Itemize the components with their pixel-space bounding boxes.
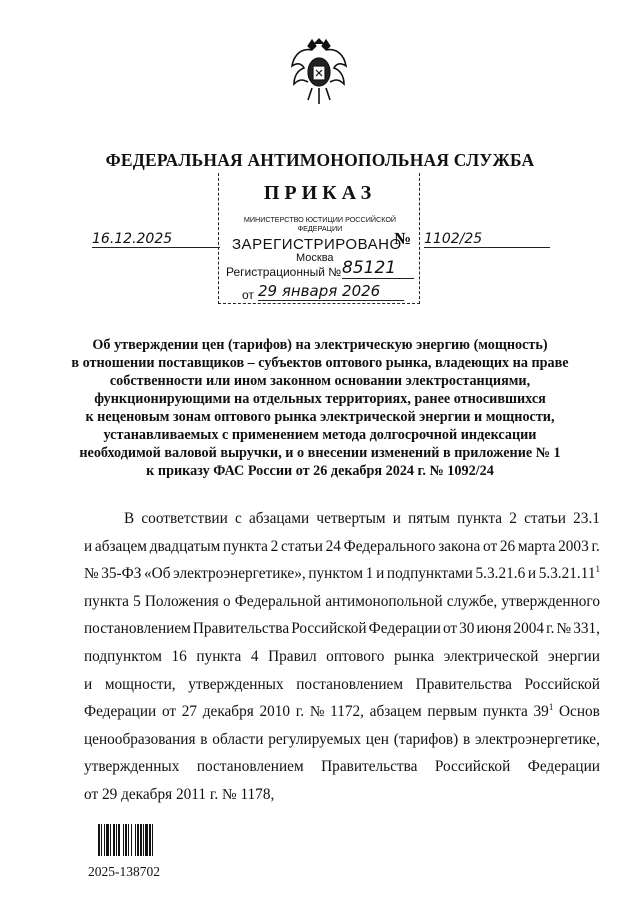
body-word: пункта — [196, 647, 242, 665]
body-word: оптового — [326, 647, 385, 665]
body-word: и — [84, 675, 93, 693]
body-line — [84, 671, 600, 699]
body-word: рынка — [394, 647, 435, 665]
heading-line: Об утверждении цен (тарифов) на электрическую энергию (мощность) — [92, 337, 548, 353]
body-word: абзацами — [248, 510, 310, 527]
order-number-sign: № — [394, 229, 412, 248]
body-word: 27 — [181, 703, 198, 721]
body-word: пунктом — [308, 565, 364, 583]
barcode-bar — [145, 824, 148, 856]
body-word: утвержденных — [84, 758, 180, 776]
body-word: 1 — [365, 565, 374, 583]
body-word: г. — [591, 537, 600, 555]
body-line — [84, 505, 600, 533]
body-word: антимонопольной — [325, 592, 443, 610]
stamp-reg-number-label: Регистрационный № — [226, 265, 342, 279]
order-number: 1102/25 — [424, 231, 550, 248]
stamp-date: 29 января 2026 — [258, 282, 404, 301]
document-type: ПРИКАЗ — [263, 182, 377, 204]
heading-line: в отношении поставщиков – субъектов оптового рынка, владеющих на праве — [71, 355, 569, 371]
body-word: и — [84, 537, 93, 555]
barcode-bar — [131, 824, 132, 856]
body-word: 29 — [101, 785, 118, 803]
body-word: пункта — [482, 703, 528, 721]
barcode-bar — [118, 824, 120, 856]
body-word: Российской — [291, 620, 367, 638]
body-word: Правил — [268, 647, 317, 665]
body-word: от — [161, 703, 177, 721]
body-word: 2 — [509, 510, 517, 527]
body-word: и — [392, 510, 401, 527]
body-word: Федерального — [343, 537, 436, 555]
body-word: ценообразования — [84, 730, 196, 748]
barcode-bar — [152, 824, 153, 856]
coat-of-arms-icon — [288, 38, 350, 110]
body-word: четвертым — [316, 510, 386, 527]
body-word: 35-ФЗ — [101, 565, 142, 583]
body-word: декабря — [121, 785, 173, 803]
barcode-bar — [149, 824, 151, 856]
agency-title: ФЕДЕРАЛЬНАЯ АНТИМОНОПОЛЬНАЯ СЛУЖБА — [105, 150, 535, 170]
body-line — [84, 560, 600, 588]
body-word: пункта — [457, 510, 503, 527]
body-word: Российской — [524, 675, 600, 693]
body-word: утвержденных — [188, 675, 284, 693]
body-word: области — [212, 730, 264, 748]
body-word: электрической — [443, 647, 539, 665]
body-word: 2004 — [513, 620, 545, 638]
body-word: Правительства — [192, 620, 290, 638]
body-line — [84, 753, 600, 781]
barcode-icon — [98, 824, 164, 856]
body-word: 2003 — [558, 537, 589, 555]
body-word: г. — [295, 703, 305, 721]
stamp-reg-number: 85121 — [342, 258, 414, 279]
barcode-bar — [98, 824, 100, 856]
body-word: № — [309, 703, 325, 721]
body-word: Правительства — [321, 758, 418, 776]
body-word: 26 — [499, 537, 516, 555]
body-word: № — [84, 565, 99, 583]
body-word: от — [442, 620, 458, 638]
body-word: постановлением — [196, 758, 304, 776]
stamp-ministry: МИНИСТЕРСТВО ЮСТИЦИИ РОССИЙСКОЙ ФЕДЕРАЦИИ — [243, 215, 397, 233]
body-word: № — [222, 785, 237, 803]
barcode-bar — [101, 824, 102, 856]
body-word: «Об — [144, 565, 171, 583]
heading-line: к неценовым зонам оптового рынка электрической энергии и мощности, — [85, 409, 555, 425]
document-code: 2025-138702 — [88, 864, 160, 879]
heading-line: собственности или ином законном основании электростанциями, — [109, 373, 531, 389]
body-word: двадцатым — [149, 537, 221, 555]
body-word: Основ — [559, 703, 600, 721]
body-word: утвержденного — [501, 592, 600, 610]
body-line — [84, 643, 600, 671]
body-word: пятым — [408, 510, 450, 527]
heading-line: к приказу ФАС России от 26 декабря 2024 г. № 1092/24 — [146, 463, 494, 479]
body-word: от — [84, 785, 99, 803]
body-word: г. — [546, 620, 555, 638]
body-word: о — [222, 592, 231, 610]
body-word: Федеральной — [234, 592, 322, 610]
footnote-mark: 1 — [595, 564, 600, 575]
barcode-bar — [113, 824, 115, 856]
body-word: (тарифов) — [393, 730, 459, 748]
body-line — [84, 533, 600, 561]
body-word: постановлением — [84, 620, 191, 638]
body-word: Положения — [144, 592, 219, 610]
body-word: статьи — [281, 537, 323, 555]
body-word: статьи — [524, 510, 566, 527]
heading-line: устанавливаемых с применением метода долгосрочной индексации — [103, 427, 537, 443]
barcode-bar — [116, 824, 117, 856]
body-word: В — [124, 510, 135, 527]
body-line — [84, 726, 600, 754]
body-word: электроэнергетике», — [173, 565, 306, 583]
order-heading — [70, 336, 570, 480]
body-word: 1172, — [330, 703, 364, 721]
stamp-registered: ЗАРЕГИСТРИРОВАНО — [232, 236, 402, 253]
body-word: $39^1$ — [533, 702, 554, 721]
body-word: Федерации — [527, 758, 600, 776]
body-word: марта — [517, 537, 556, 555]
body-word: подпунктами — [386, 565, 473, 583]
body-word: июня — [476, 620, 512, 638]
barcode-bar — [106, 824, 109, 856]
body-word: Правительства — [415, 675, 512, 693]
barcode-bar — [135, 824, 136, 856]
barcode-bar — [143, 824, 144, 856]
body-word: первым — [427, 703, 478, 721]
body-word: 4 — [250, 647, 259, 665]
body-paragraph — [84, 505, 600, 809]
body-word: закона — [438, 537, 481, 555]
order-date: 16.12.2025 — [92, 231, 220, 248]
body-word: электроэнергетике, — [475, 730, 600, 748]
body-word: в — [200, 730, 208, 748]
heading-line: функционирующими на отдельных территориях, ранее относившихся — [94, 391, 546, 407]
body-word: 5.3.21.11$^1$ — [538, 564, 600, 583]
body-word: цен — [365, 730, 389, 748]
barcode-bar — [128, 824, 129, 856]
body-word: и — [527, 565, 537, 583]
body-word: в — [463, 730, 471, 748]
heading-line: необходимой валовой выручки, и о внесении изменений в приложение № 1 — [79, 445, 561, 461]
stamp-city: Москва — [296, 252, 334, 264]
barcode-bar — [137, 824, 139, 856]
body-word: 23.1 — [573, 510, 600, 527]
body-word: энергии — [548, 647, 600, 665]
body-word: 331, — [573, 620, 600, 638]
body-word: 1178, — [240, 785, 275, 803]
body-word: 2011 — [175, 785, 206, 803]
body-word: 5 — [133, 592, 141, 610]
body-word: декабря — [202, 703, 254, 721]
body-word: мощности, — [104, 675, 176, 693]
barcode-bar — [140, 824, 142, 856]
body-word: регулируемых — [268, 730, 362, 748]
body-line — [84, 615, 600, 643]
body-line — [84, 781, 600, 809]
body-word: Российской — [434, 758, 511, 776]
body-word: Федерации — [368, 620, 441, 638]
barcode-bar — [123, 824, 124, 856]
body-word: и — [376, 565, 385, 583]
body-word: абзацем — [369, 703, 422, 721]
barcode-bar — [104, 824, 105, 856]
body-word: с — [234, 510, 242, 527]
body-word: г. — [209, 785, 219, 803]
body-word: постановлением — [296, 675, 404, 693]
body-word: от — [483, 537, 498, 555]
barcode-bar — [125, 824, 127, 856]
body-line — [84, 698, 600, 726]
body-word: № — [556, 620, 572, 638]
body-word: пункта — [223, 537, 268, 555]
body-word: 2 — [270, 537, 279, 555]
body-word: 5.3.21.6 — [475, 565, 526, 583]
body-word: 16 — [171, 647, 187, 665]
body-word: службе, — [446, 592, 498, 610]
body-word: 30 — [459, 620, 475, 638]
body-word: Федерации — [84, 703, 157, 721]
body-word: 24 — [325, 537, 341, 555]
footnote-mark: 1 — [548, 702, 554, 713]
body-word: подпунктом — [84, 647, 162, 665]
body-word: 2010 — [259, 703, 291, 721]
stamp-date-prefix: от — [242, 288, 254, 302]
body-line — [84, 588, 600, 616]
barcode-bar — [110, 824, 111, 856]
body-word: соответствии — [141, 510, 228, 527]
body-word: абзацем — [94, 537, 147, 555]
body-word: пункта — [84, 592, 129, 610]
